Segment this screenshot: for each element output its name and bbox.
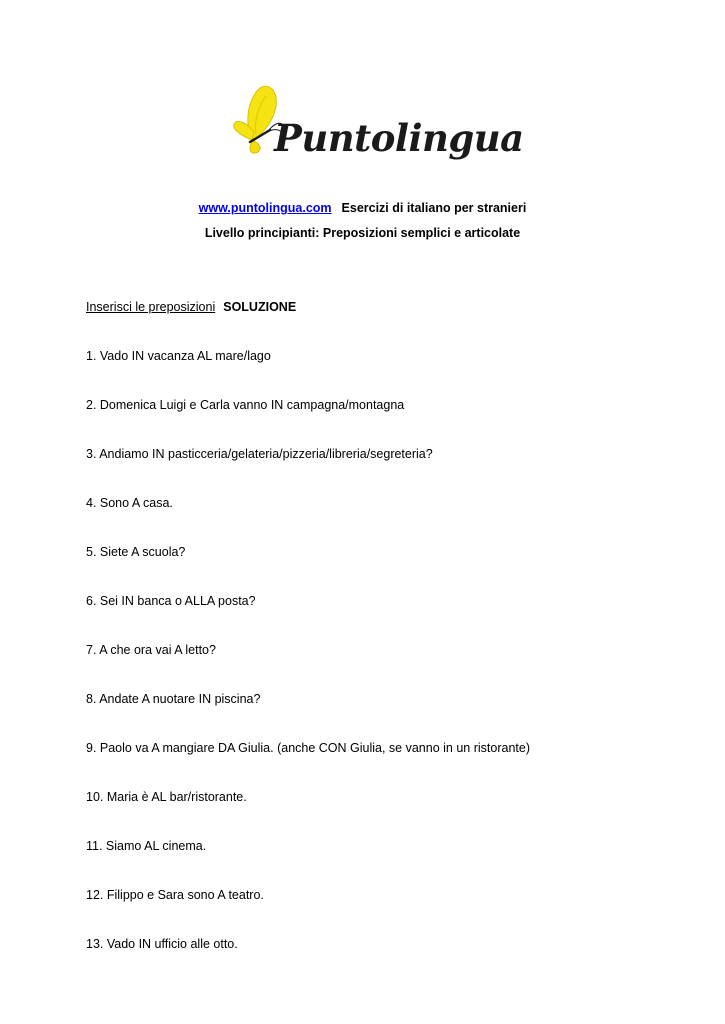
exercise-item: 11. Siamo AL cinema. (86, 839, 207, 853)
exercise-item: 8. Andate A nuotare IN piscina? (86, 692, 261, 706)
site-header-line (0, 201, 725, 215)
exercise-item: 2. Domenica Luigi e Carla vanno IN campagna/montagna (86, 398, 405, 412)
exercise-item: 5. Siete A scuola? (86, 545, 186, 559)
site-subtitle: Esercizi di italiano per stranieri (341, 201, 527, 215)
exercise-item: 10. Maria è AL bar/ristorante. (86, 790, 247, 804)
exercise-item: 13. Vado IN ufficio alle otto. (86, 937, 238, 951)
site-link[interactable]: www.puntolingua.com (198, 201, 332, 215)
exercise-item: 3. Andiamo IN pasticceria/gelateria/pizzeria/libreria/segreteria? (86, 447, 433, 461)
logo-wordmark: Puntolingua (274, 116, 524, 160)
puntolingua-logo (230, 84, 524, 172)
exercise-item: 9. Paolo va A mangiare DA Giulia. (anche CON Giulia, se vanno in un ristorante) (86, 741, 530, 755)
exercise-item: 4. Sono A casa. (86, 496, 173, 510)
exercise-list (86, 349, 530, 986)
exercise-item: 6. Sei IN banca o ALLA posta? (86, 594, 256, 608)
instructions (86, 300, 296, 314)
exercise-item: 1. Vado IN vacanza AL mare/lago (86, 349, 271, 363)
exercise-item: 7. A che ora vai A letto? (86, 643, 216, 657)
exercise-item: 12. Filippo e Sara sono A teatro. (86, 888, 264, 902)
instruction-prompt: Inserisci le preposizioni (86, 300, 216, 314)
solution-label: SOLUZIONE (223, 300, 297, 314)
level-line: Livello principianti: Preposizioni semplici e articolate (204, 226, 521, 240)
